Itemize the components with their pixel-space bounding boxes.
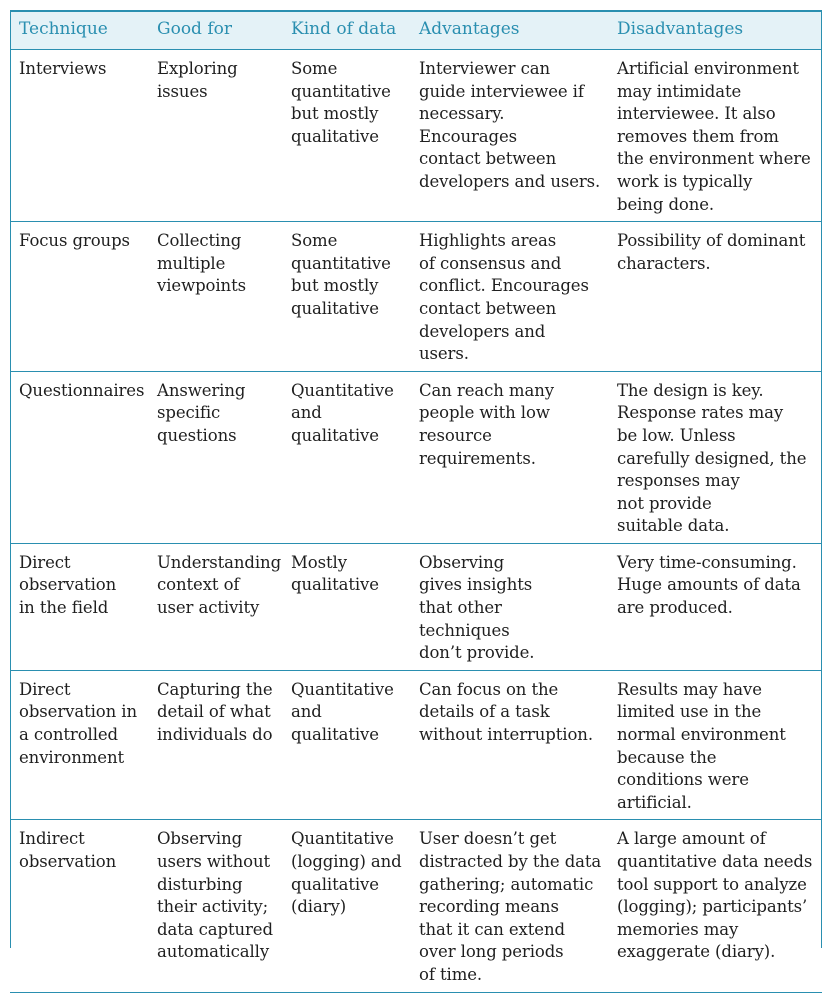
cell-kind-of-data: Some quantitative but mostly qualitative	[282, 50, 410, 222]
header-disadvantages: Disadvantages	[608, 12, 822, 50]
header-row	[10, 12, 822, 50]
techniques-table	[10, 12, 822, 992]
cell-disadvantages: Possibility of dominant characters.	[608, 222, 822, 372]
table-row-direct-observation-controlled	[10, 670, 822, 820]
table-row-questionnaires	[10, 371, 822, 543]
cell-technique: Interviews	[10, 50, 148, 222]
table-left-border	[10, 10, 11, 948]
table-row-focus-groups	[10, 222, 822, 372]
cell-advantages: Interviewer can guide interviewee if necessary. Encourages contact between developers and users.	[410, 50, 608, 222]
cell-technique: Questionnaires	[10, 371, 148, 543]
cell-technique: Focus groups	[10, 222, 148, 372]
header-technique: Technique	[10, 12, 148, 50]
cell-disadvantages: The design is key. Response rates may be low. Unless carefully designed, the responses may not provide suitable data.	[608, 371, 822, 543]
cell-disadvantages: Very time-consuming. Huge amounts of data are produced.	[608, 543, 822, 670]
cell-advantages: Observing gives insights that other techniques don’t provide.	[410, 543, 608, 670]
cell-kind-of-data: Quantitative and qualitative	[282, 670, 410, 820]
cell-kind-of-data: Some quantitative but mostly qualitative	[282, 222, 410, 372]
cell-good-for: Collecting multiple viewpoints	[148, 222, 282, 372]
cell-disadvantages: Artificial environment may intimidate interviewee. It also removes them from the environment where work is typically being done.	[608, 50, 822, 222]
cell-good-for: Exploring issues	[148, 50, 282, 222]
cell-kind-of-data: Mostly qualitative	[282, 543, 410, 670]
cell-advantages: User doesn’t get distracted by the data gathering; automatic recording means that it can extend over long periods of time.	[419, 829, 602, 984]
cell-good-for: Answering specific questions	[148, 371, 282, 543]
cell-advantages: Can focus on the details of a task without interruption.	[410, 670, 608, 820]
cell-disadvantages: A large amount of quantitative data needs tool support to analyze (logging); participants’ memories may exaggerate (diary).	[617, 829, 813, 962]
cell-good-for: Understanding context of user activity	[148, 543, 282, 670]
techniques-table-container	[10, 10, 822, 993]
table-row-direct-observation-field	[10, 543, 822, 670]
cell-advantages: Highlights areas of consensus and conflict. Encourages contact between developers and users.	[410, 222, 608, 372]
cell-technique: Indirect observation	[19, 829, 117, 871]
table-row-indirect-observation	[10, 820, 822, 992]
cell-technique: Direct observation in a controlled environment	[10, 670, 148, 820]
cell-advantages: Can reach many people with low resource requirements.	[410, 371, 608, 543]
header-kind-of-data: Kind of data	[282, 12, 410, 50]
header-good-for: Good for	[148, 12, 282, 50]
cell-kind-of-data: Quantitative and qualitative	[282, 371, 410, 543]
cell-good-for: Observing users without disturbing their activity; data captured automatically	[157, 829, 273, 962]
header-advantages: Advantages	[410, 12, 608, 50]
cell-good-for: Capturing the detail of what individuals do	[148, 670, 282, 820]
table-right-border	[821, 10, 822, 948]
cell-kind-of-data: Quantitative (logging) and qualitative (diary)	[291, 829, 402, 917]
cell-technique: Direct observation in the field	[10, 543, 148, 670]
cell-disadvantages: Results may have limited use in the normal environment because the conditions were artificial.	[608, 670, 822, 820]
table-row-interviews	[10, 50, 822, 222]
